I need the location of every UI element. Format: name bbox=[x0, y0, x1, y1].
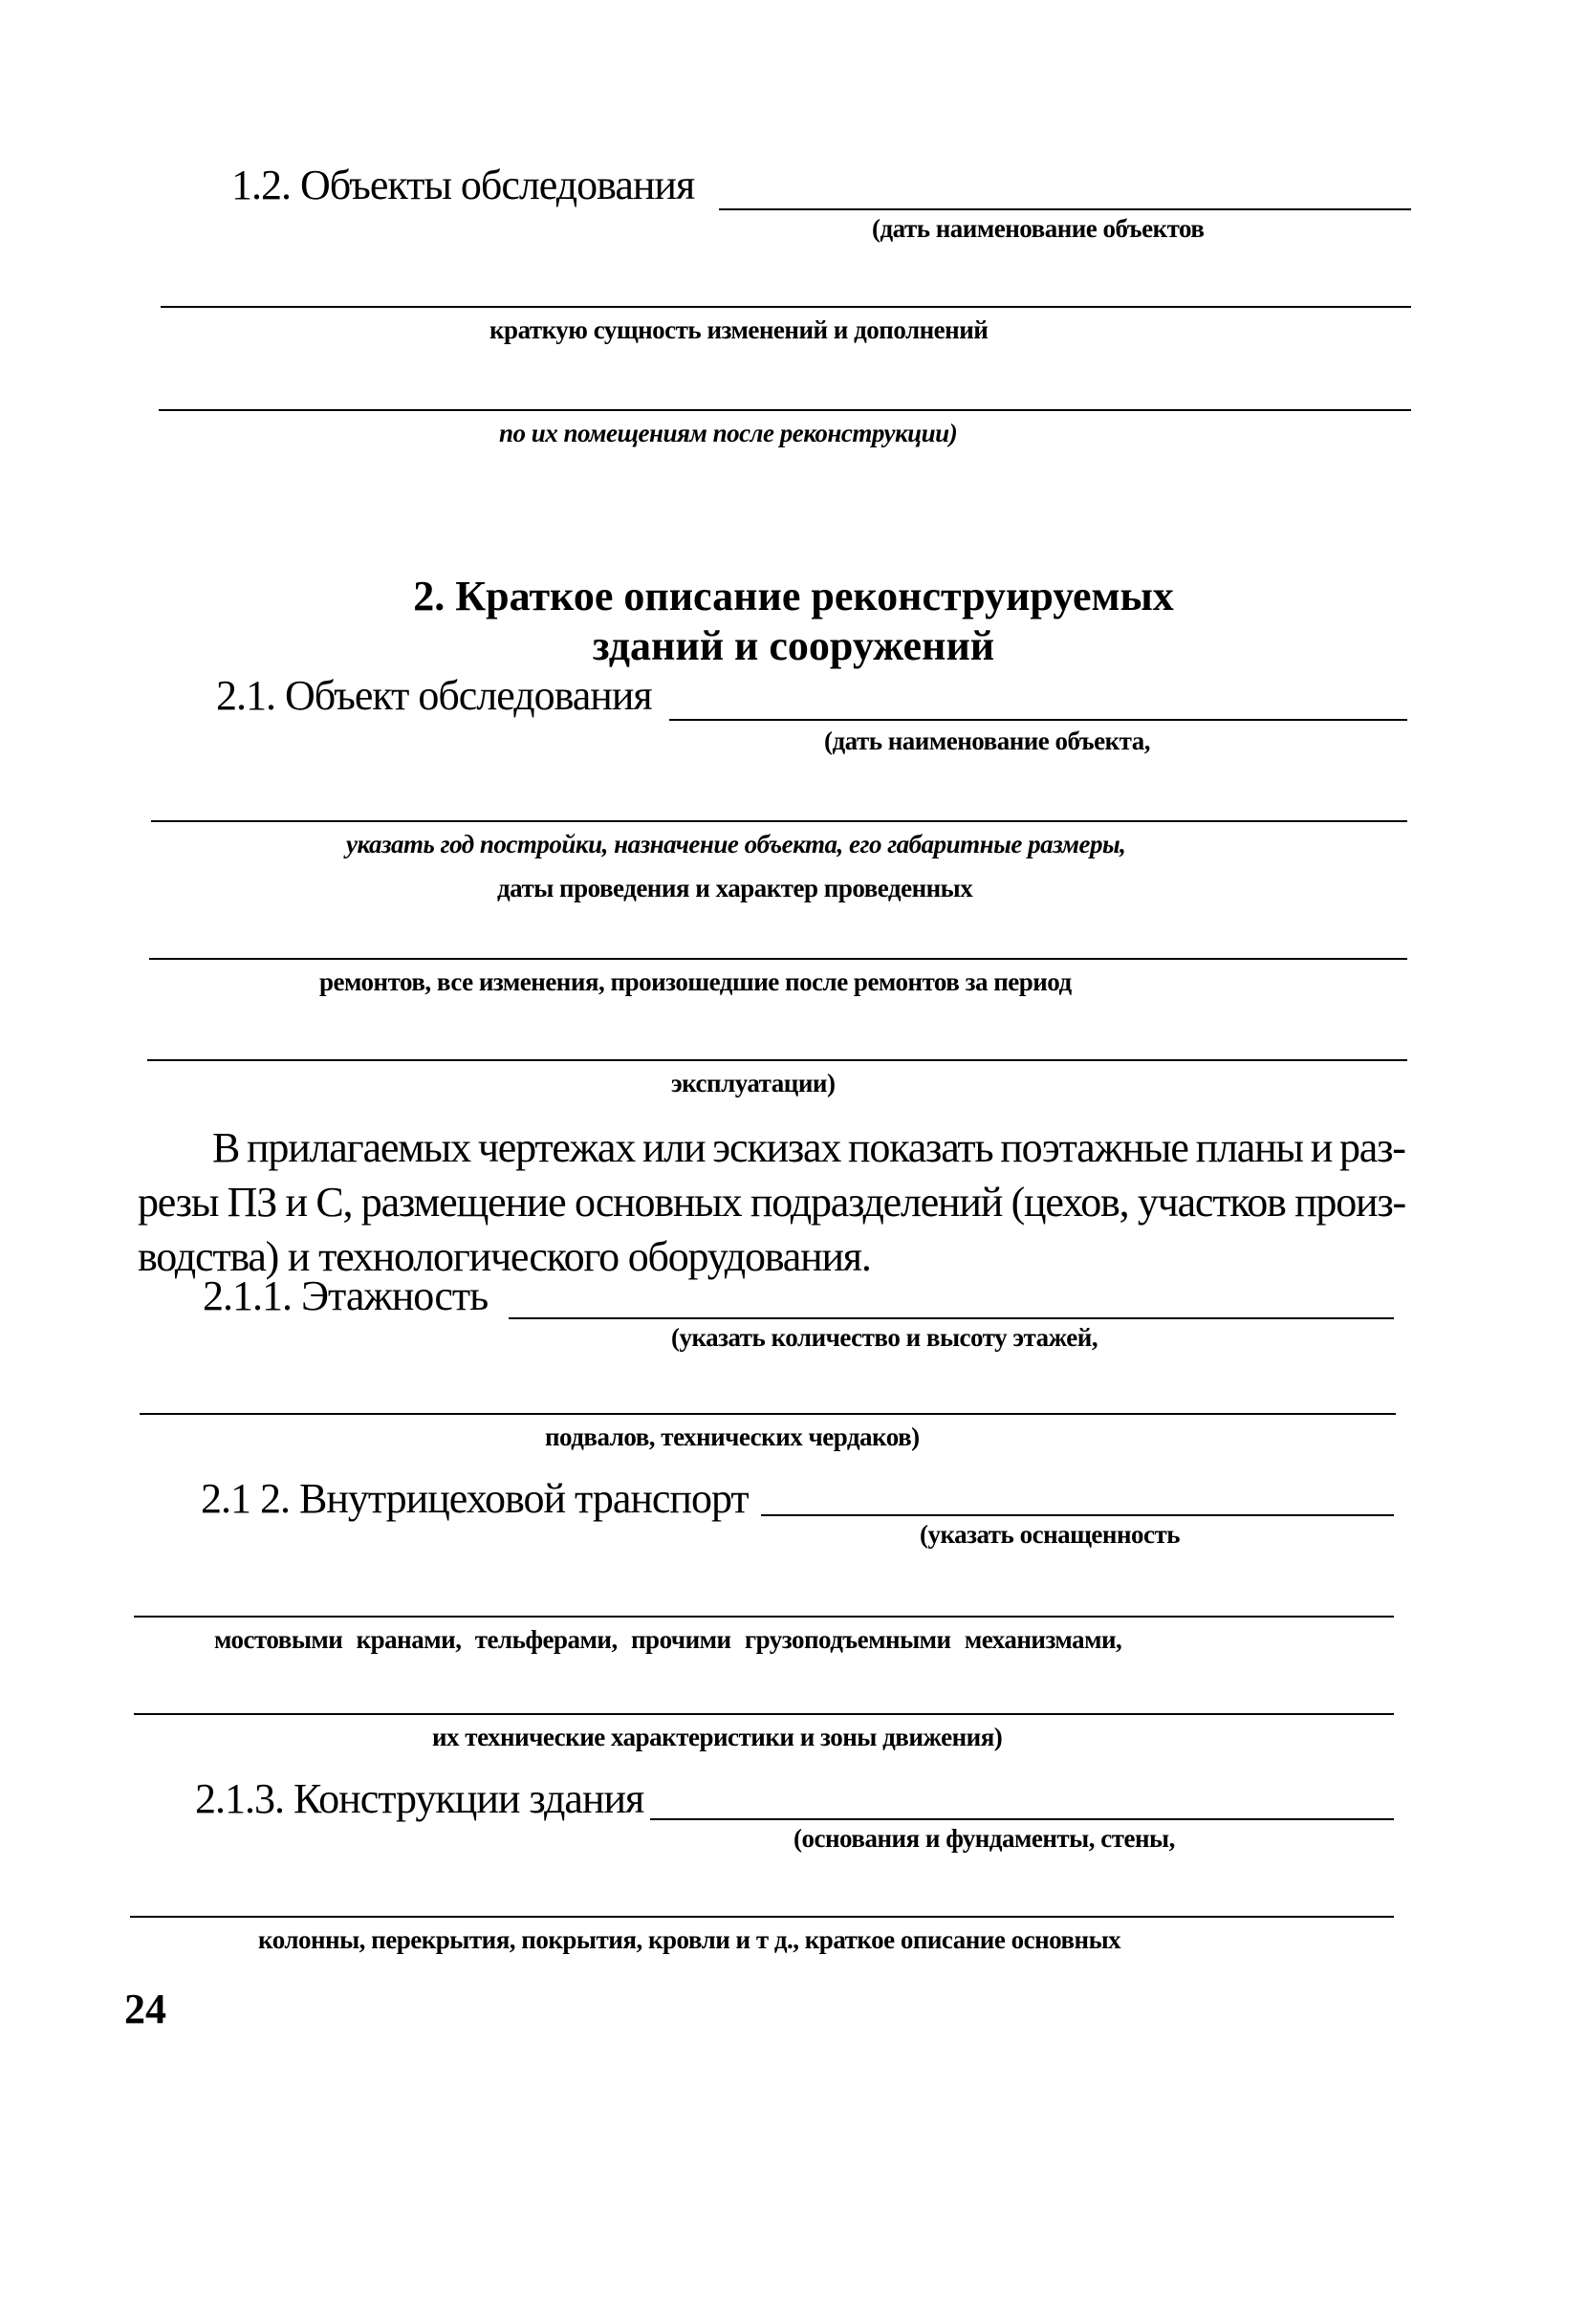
field-line[interactable] bbox=[161, 306, 1411, 308]
field-line-structures[interactable] bbox=[650, 1818, 1394, 1820]
field-hint: мостовыми кранами, тельферами, прочими грузоподъемными механизмами, bbox=[214, 1625, 1122, 1654]
field-hint: краткую сущность изменений и дополнений bbox=[489, 315, 989, 344]
field-hint: (дать наименование объекта, bbox=[824, 727, 1150, 755]
field-line-object[interactable] bbox=[669, 719, 1407, 721]
section-title-line1: 2. Краткое описание реконструируемых bbox=[413, 573, 1174, 619]
instruction-line-3: водства) и технологического оборудования. bbox=[138, 1233, 871, 1280]
section-title-line2: зданий и сооружений bbox=[592, 622, 995, 669]
field-line[interactable] bbox=[140, 1413, 1396, 1415]
instruction-line-1: В прилагаемых чертежах или эскизах показать поэтажные планы и раз- bbox=[212, 1124, 1405, 1171]
field-hint: указать год постройки, назначение объекта, его габаритные размеры, bbox=[346, 830, 1126, 858]
instruction-line-2: резы ПЗ и С, размещение основных подразделений (цехов, участков произ- bbox=[138, 1179, 1406, 1226]
field-line[interactable] bbox=[151, 820, 1407, 822]
field-label-structures: 2.1.3. Конструкции здания bbox=[195, 1775, 644, 1822]
field-hint: (дать наименование объектов bbox=[872, 214, 1205, 243]
field-line[interactable] bbox=[147, 1059, 1407, 1061]
field-line-floors[interactable] bbox=[509, 1317, 1394, 1319]
field-hint: эксплуатации) bbox=[671, 1069, 836, 1097]
field-hint: (основания и фундаменты, стены, bbox=[794, 1824, 1175, 1853]
field-hint: (указать оснащенность bbox=[920, 1520, 1181, 1549]
page-number: 24 bbox=[124, 1986, 166, 2032]
field-label-floors: 2.1.1. Этажность bbox=[203, 1272, 489, 1319]
field-line[interactable] bbox=[134, 1616, 1394, 1618]
field-line[interactable] bbox=[130, 1916, 1394, 1918]
field-line-objects[interactable] bbox=[719, 208, 1411, 210]
field-line-transport[interactable] bbox=[761, 1514, 1394, 1516]
field-hint: по их помещениям после реконструкции) bbox=[499, 419, 958, 447]
field-label-objects: 1.2. Объекты обследования bbox=[231, 162, 695, 208]
field-hint: подвалов, технических чердаков) bbox=[545, 1423, 920, 1451]
field-hint: ремонтов, все изменения, произошедшие после ремонтов за период bbox=[319, 967, 1072, 996]
field-hint: даты проведения и характер проведенных bbox=[497, 874, 973, 902]
field-line[interactable] bbox=[134, 1713, 1394, 1715]
field-hint: (указать количество и высоту этажей, bbox=[671, 1323, 1098, 1352]
field-hint: их технические характеристики и зоны движения) bbox=[432, 1723, 1003, 1751]
field-line[interactable] bbox=[159, 409, 1411, 411]
field-label-object: 2.1. Объект обследования bbox=[216, 672, 652, 719]
field-label-transport: 2.1 2. Внутрицеховой транспорт bbox=[201, 1475, 749, 1522]
field-hint: колонны, перекрытия, покрытия, кровли и т д., краткое описание основных bbox=[258, 1925, 1121, 1954]
field-line[interactable] bbox=[149, 958, 1407, 960]
